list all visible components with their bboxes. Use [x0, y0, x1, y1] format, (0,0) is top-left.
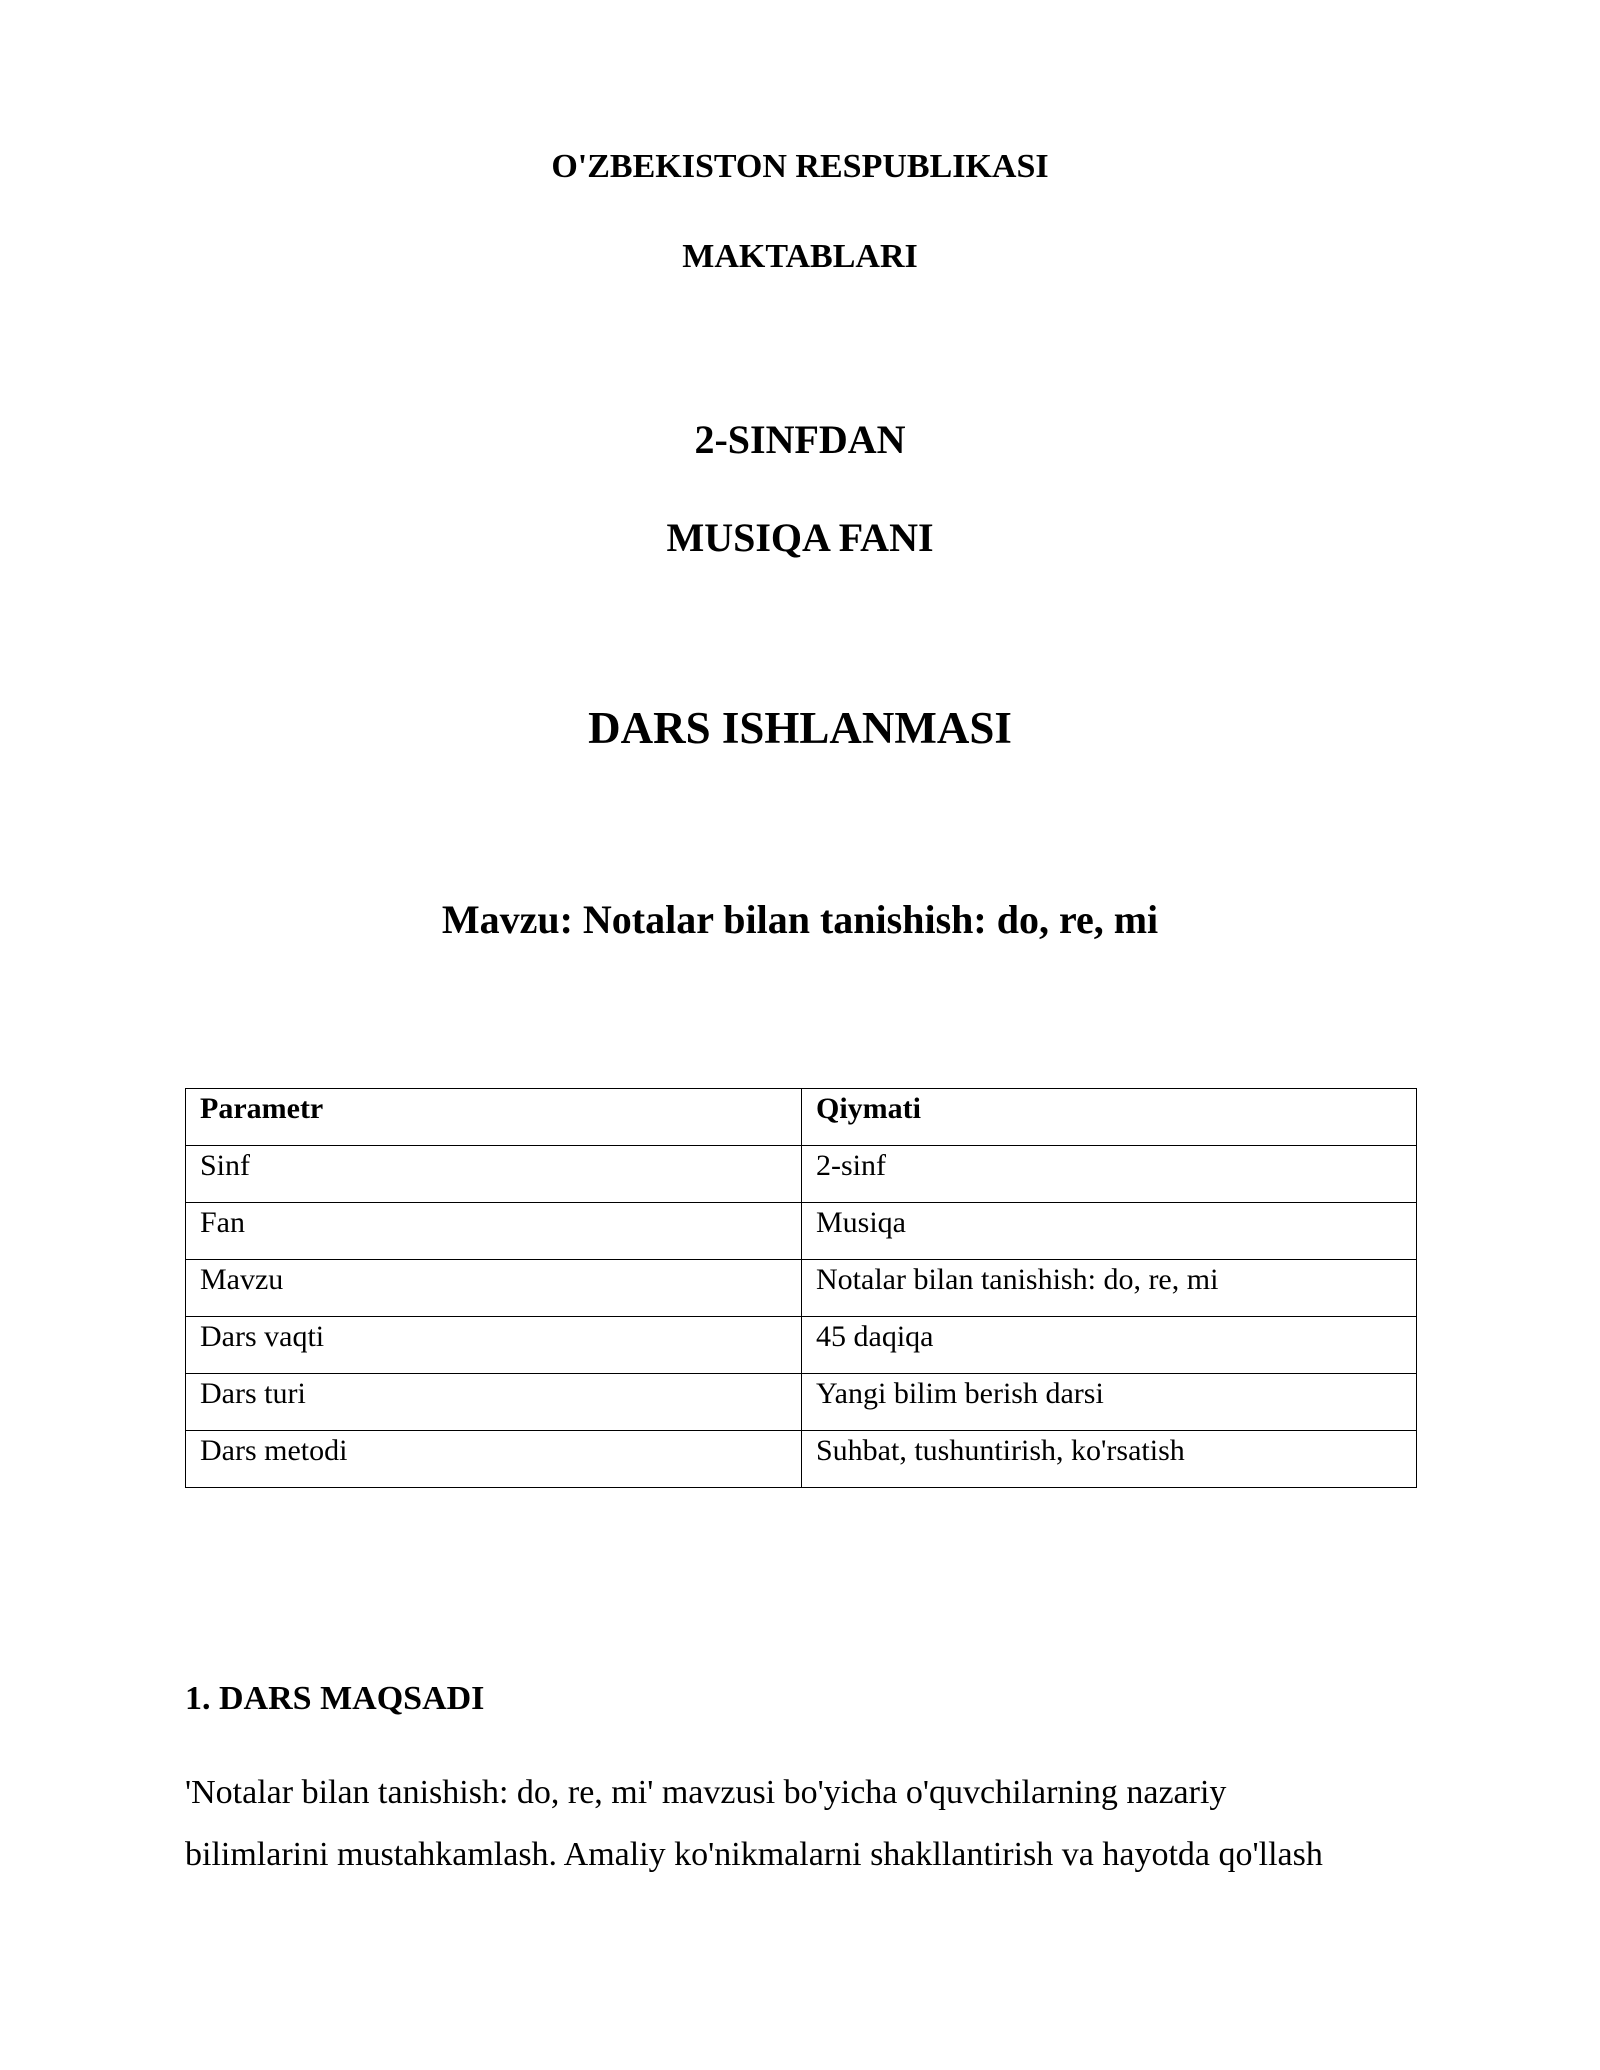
table-cell-parameter: Mavzu [186, 1260, 802, 1317]
table-cell-value: Notalar bilan tanishish: do, re, mi [802, 1260, 1417, 1317]
organization-line-1: O'ZBEKISTON RESPUBLIKASI [551, 148, 1049, 185]
table-header-cell: Parametr [186, 1089, 802, 1146]
table-row [186, 1146, 1417, 1203]
table-cell-value: Musiqa [802, 1203, 1417, 1260]
table-cell-parameter: Fan [186, 1203, 802, 1260]
table-cell-parameter: Sinf [186, 1146, 802, 1203]
table-cell-parameter: Dars metodi [186, 1431, 802, 1488]
table-cell-parameter: Dars turi [186, 1374, 802, 1431]
table-header-cell: Qiymati [802, 1089, 1417, 1146]
table-cell-value: Suhbat, tushuntirish, ko'rsatish [802, 1431, 1417, 1488]
lesson-info-table [185, 1088, 1417, 1488]
table-row [186, 1374, 1417, 1431]
table-row [186, 1431, 1417, 1488]
table-cell-parameter: Dars vaqti [186, 1317, 802, 1374]
table-row [186, 1317, 1417, 1374]
grade-title: 2-SINFDAN [694, 417, 906, 462]
table-cell-value: 45 daqiqa [802, 1317, 1417, 1374]
section-heading-lesson-goal: 1. DARS MAQSADI [185, 1680, 485, 1717]
document-title: DARS ISHLANMASI [588, 703, 1012, 753]
table-header-row [186, 1089, 1417, 1146]
topic-title: Mavzu: Notalar bilan tanishish: do, re, mi [441, 897, 1159, 942]
subject-title: MUSIQA FANI [666, 515, 934, 560]
table-cell-value: 2-sinf [802, 1146, 1417, 1203]
lesson-goal-paragraph [185, 1762, 1425, 1886]
table-row [186, 1260, 1417, 1317]
paragraph-line: 'Notalar bilan tanishish: do, re, mi' mavzusi bo'yicha o'quvchilarning nazariy [185, 1774, 1227, 1811]
paragraph-line: bilimlarini mustahkamlash. Amaliy ko'nikmalarni shakllantirish va hayotda qo'llash [185, 1836, 1323, 1873]
table-cell-value: Yangi bilim berish darsi [802, 1374, 1417, 1431]
organization-line-2: MAKTABLARI [682, 238, 918, 275]
table-row [186, 1203, 1417, 1260]
